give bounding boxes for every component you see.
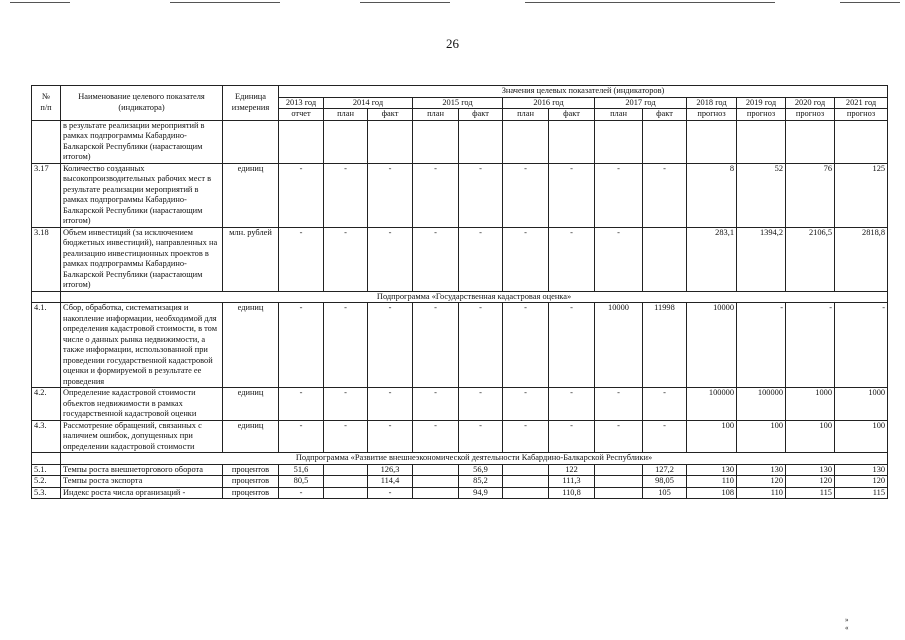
subcol-header: прогноз xyxy=(737,109,786,121)
value-cell: 283,1 xyxy=(687,227,737,291)
value-cell: - xyxy=(643,388,687,421)
row-number: 3.17 xyxy=(32,163,61,227)
value-cell xyxy=(324,476,368,488)
value-cell: - xyxy=(459,388,503,421)
row-number: 4.2. xyxy=(32,388,61,421)
year-2018: 2018 год xyxy=(687,97,737,109)
value-cell: - xyxy=(595,163,643,227)
subcol-header: факт xyxy=(643,109,687,121)
value-cell xyxy=(413,120,459,163)
value-cell: - xyxy=(503,227,549,291)
value-cell: - xyxy=(643,420,687,453)
year-2015: 2015 год xyxy=(413,97,503,109)
unit-cell: единиц xyxy=(223,388,279,421)
year-2014: 2014 год xyxy=(324,97,413,109)
value-cell: - xyxy=(279,388,324,421)
value-cell xyxy=(595,464,643,476)
value-cell: - xyxy=(324,227,368,291)
value-cell xyxy=(279,120,324,163)
top-rule-far-right xyxy=(840,2,900,3)
value-cell: 110 xyxy=(737,487,786,499)
top-rule-mid2 xyxy=(360,2,450,3)
table-body xyxy=(32,86,888,499)
unit-cell: единиц xyxy=(223,303,279,388)
table-row xyxy=(32,388,888,421)
section-title: Подпрограмма «Развитие внешнеэкономической деятельности Кабардино-Балкарской Республики» xyxy=(61,453,888,465)
value-cell: - xyxy=(368,163,413,227)
section-num-cell xyxy=(32,291,61,303)
subcol-header: прогноз xyxy=(835,109,888,121)
value-cell: 2818,8 xyxy=(835,227,888,291)
value-cell: - xyxy=(503,388,549,421)
bottom-marks: » « xyxy=(845,616,867,632)
unit-cell: единиц xyxy=(223,163,279,227)
value-cell: 120 xyxy=(786,476,835,488)
value-cell: - xyxy=(368,303,413,388)
unit-cell: процентов xyxy=(223,487,279,499)
header-num: № п/п xyxy=(32,86,61,121)
row-number: 5.3. xyxy=(32,487,61,499)
subcol-header: план xyxy=(503,109,549,121)
subcol-header: отчет xyxy=(279,109,324,121)
table-row xyxy=(32,227,888,291)
row-number: 4.3. xyxy=(32,420,61,453)
value-cell: - xyxy=(549,303,595,388)
table-row xyxy=(32,476,888,488)
value-cell: - xyxy=(279,163,324,227)
value-cell: - xyxy=(413,163,459,227)
value-cell: - xyxy=(279,227,324,291)
value-cell xyxy=(549,120,595,163)
unit-cell: единиц xyxy=(223,420,279,453)
header-values-title: Значения целевых показателей (индикаторов) xyxy=(279,86,888,98)
value-cell: 122 xyxy=(549,464,595,476)
unit-cell xyxy=(223,120,279,163)
value-cell: 100000 xyxy=(687,388,737,421)
value-cell: - xyxy=(368,227,413,291)
value-cell: 1394,2 xyxy=(737,227,786,291)
value-cell: 1000 xyxy=(835,388,888,421)
value-cell: - xyxy=(549,163,595,227)
value-cell: 56,9 xyxy=(459,464,503,476)
top-rule-left xyxy=(10,2,70,3)
value-cell: 8 xyxy=(687,163,737,227)
value-cell xyxy=(413,476,459,488)
unit-cell: млн. рублей xyxy=(223,227,279,291)
row-number: 3.18 xyxy=(32,227,61,291)
value-cell: 120 xyxy=(835,476,888,488)
value-cell: 98,05 xyxy=(643,476,687,488)
value-cell: - xyxy=(368,487,413,499)
value-cell xyxy=(413,464,459,476)
table-row xyxy=(32,303,888,388)
indicator-name: Индекс роста числа организаций - xyxy=(61,487,223,499)
value-cell: 1000 xyxy=(786,388,835,421)
value-cell: 108 xyxy=(687,487,737,499)
value-cell: - xyxy=(368,388,413,421)
table-row xyxy=(32,464,888,476)
value-cell: - xyxy=(786,303,835,388)
value-cell xyxy=(368,120,413,163)
subcol-header: план xyxy=(595,109,643,121)
value-cell: 114,4 xyxy=(368,476,413,488)
value-cell xyxy=(687,120,737,163)
row-number: 5.1. xyxy=(32,464,61,476)
header-row-1 xyxy=(32,86,888,98)
value-cell: 10000 xyxy=(595,303,643,388)
value-cell: 76 xyxy=(786,163,835,227)
value-cell xyxy=(595,487,643,499)
value-cell: 52 xyxy=(737,163,786,227)
value-cell: - xyxy=(324,303,368,388)
value-cell: - xyxy=(324,388,368,421)
value-cell xyxy=(503,120,549,163)
value-cell: - xyxy=(459,420,503,453)
value-cell: - xyxy=(413,388,459,421)
value-cell: 127,2 xyxy=(643,464,687,476)
section-row xyxy=(32,453,888,465)
value-cell: 110 xyxy=(687,476,737,488)
value-cell: 130 xyxy=(835,464,888,476)
indicator-name: Темпы роста экспорта xyxy=(61,476,223,488)
value-cell xyxy=(459,120,503,163)
value-cell: - xyxy=(503,420,549,453)
value-cell: - xyxy=(413,227,459,291)
year-2019: 2019 год xyxy=(737,97,786,109)
value-cell: 80,5 xyxy=(279,476,324,488)
value-cell: - xyxy=(549,420,595,453)
value-cell: - xyxy=(368,420,413,453)
value-cell: - xyxy=(835,303,888,388)
subcol-header: факт xyxy=(368,109,413,121)
value-cell: - xyxy=(595,388,643,421)
value-cell xyxy=(324,464,368,476)
value-cell: - xyxy=(549,388,595,421)
section-num-cell xyxy=(32,453,61,465)
value-cell: 100 xyxy=(786,420,835,453)
unit-cell: процентов xyxy=(223,476,279,488)
table-row xyxy=(32,163,888,227)
table-row xyxy=(32,420,888,453)
year-2021: 2021 год xyxy=(835,97,888,109)
indicator-name: Темпы роста внешнеторгового оборота xyxy=(61,464,223,476)
value-cell xyxy=(643,227,687,291)
value-cell: 100 xyxy=(687,420,737,453)
value-cell xyxy=(503,487,549,499)
value-cell: 126,3 xyxy=(368,464,413,476)
subcol-header: прогноз xyxy=(786,109,835,121)
value-cell xyxy=(737,120,786,163)
value-cell: - xyxy=(459,227,503,291)
year-2020: 2020 год xyxy=(786,97,835,109)
value-cell: 130 xyxy=(786,464,835,476)
subcol-header: план xyxy=(413,109,459,121)
section-row xyxy=(32,291,888,303)
value-cell: 94,9 xyxy=(459,487,503,499)
unit-cell: процентов xyxy=(223,464,279,476)
value-cell xyxy=(503,464,549,476)
value-cell: - xyxy=(459,303,503,388)
value-cell: - xyxy=(413,303,459,388)
value-cell: - xyxy=(595,420,643,453)
value-cell: 100 xyxy=(835,420,888,453)
value-cell: - xyxy=(279,303,324,388)
top-rule-right xyxy=(525,2,775,3)
row-number: 4.1. xyxy=(32,303,61,388)
value-cell: - xyxy=(595,227,643,291)
indicator-name: Рассмотрение обращений, связанных с наличием ошибок, допущенных при определении кадастровой стоимости xyxy=(61,420,223,453)
value-cell: 85,2 xyxy=(459,476,503,488)
value-cell: 130 xyxy=(737,464,786,476)
indicator-name: Сбор, обработка, систематизация и накопление информации, необходимой для определения кадастровой стоимости, в том числе о данных рынка недвижимости, а также информации, использованной при проведении государственной кадастровой оценки и формируемой в результате ее проведения xyxy=(61,303,223,388)
value-cell: 105 xyxy=(643,487,687,499)
page-number: 26 xyxy=(446,36,459,51)
value-cell xyxy=(324,120,368,163)
value-cell: 100000 xyxy=(737,388,786,421)
value-cell: 11998 xyxy=(643,303,687,388)
value-cell: 120 xyxy=(737,476,786,488)
indicator-name: Объем инвестиций (за исключением бюджетных инвестиций), направленных на реализацию инвестиционных проектов в рамках подпрограммы Кабардино-Балкарской Республики (нарастающим итогом) xyxy=(61,227,223,291)
value-cell: 115 xyxy=(835,487,888,499)
value-cell: - xyxy=(549,227,595,291)
subcol-header: факт xyxy=(549,109,595,121)
header-name: Наименование целевого показателя (индикатора) xyxy=(61,86,223,121)
value-cell: 51,6 xyxy=(279,464,324,476)
value-cell xyxy=(324,487,368,499)
year-2016: 2016 год xyxy=(503,97,595,109)
value-cell xyxy=(595,120,643,163)
year-2013: 2013 год xyxy=(279,97,324,109)
top-rule-mid xyxy=(170,2,280,3)
value-cell xyxy=(643,120,687,163)
value-cell: 2106,5 xyxy=(786,227,835,291)
section-title: Подпрограмма «Государственная кадастровая оценка» xyxy=(61,291,888,303)
value-cell: 10000 xyxy=(687,303,737,388)
subcol-header: план xyxy=(324,109,368,121)
value-cell xyxy=(503,476,549,488)
value-cell xyxy=(413,487,459,499)
value-cell: - xyxy=(324,163,368,227)
table-row xyxy=(32,487,888,499)
value-cell: - xyxy=(459,163,503,227)
value-cell: 111,3 xyxy=(549,476,595,488)
value-cell: - xyxy=(279,487,324,499)
header-unit: Единица измерения xyxy=(223,86,279,121)
row-number xyxy=(32,120,61,163)
year-2017: 2017 год xyxy=(595,97,687,109)
subcol-header: прогноз xyxy=(687,109,737,121)
indicator-name: в результате реализации мероприятий в рамках подпрограммы Кабардино-Балкарской Республики (нарастающим итогом) xyxy=(61,120,223,163)
value-cell: 100 xyxy=(737,420,786,453)
value-cell: - xyxy=(279,420,324,453)
value-cell: - xyxy=(503,303,549,388)
value-cell: - xyxy=(503,163,549,227)
table-row xyxy=(32,120,888,163)
indicator-name: Количество созданных высокопроизводительных рабочих мест в результате реализации мероприятий в рамках подпрограммы Кабардино-Балкарской Республики (нарастающим итогом) xyxy=(61,163,223,227)
row-number: 5.2. xyxy=(32,476,61,488)
indicator-name: Определение кадастровой стоимости объектов недвижимости в рамках государственной кадастровой оценки xyxy=(61,388,223,421)
value-cell: - xyxy=(324,420,368,453)
value-cell: 130 xyxy=(687,464,737,476)
value-cell xyxy=(835,120,888,163)
value-cell xyxy=(786,120,835,163)
value-cell: 125 xyxy=(835,163,888,227)
indicators-table xyxy=(31,85,888,499)
value-cell: - xyxy=(643,163,687,227)
value-cell: 110,8 xyxy=(549,487,595,499)
value-cell: - xyxy=(413,420,459,453)
subcol-header: факт xyxy=(459,109,503,121)
value-cell: - xyxy=(737,303,786,388)
value-cell xyxy=(595,476,643,488)
value-cell: 115 xyxy=(786,487,835,499)
